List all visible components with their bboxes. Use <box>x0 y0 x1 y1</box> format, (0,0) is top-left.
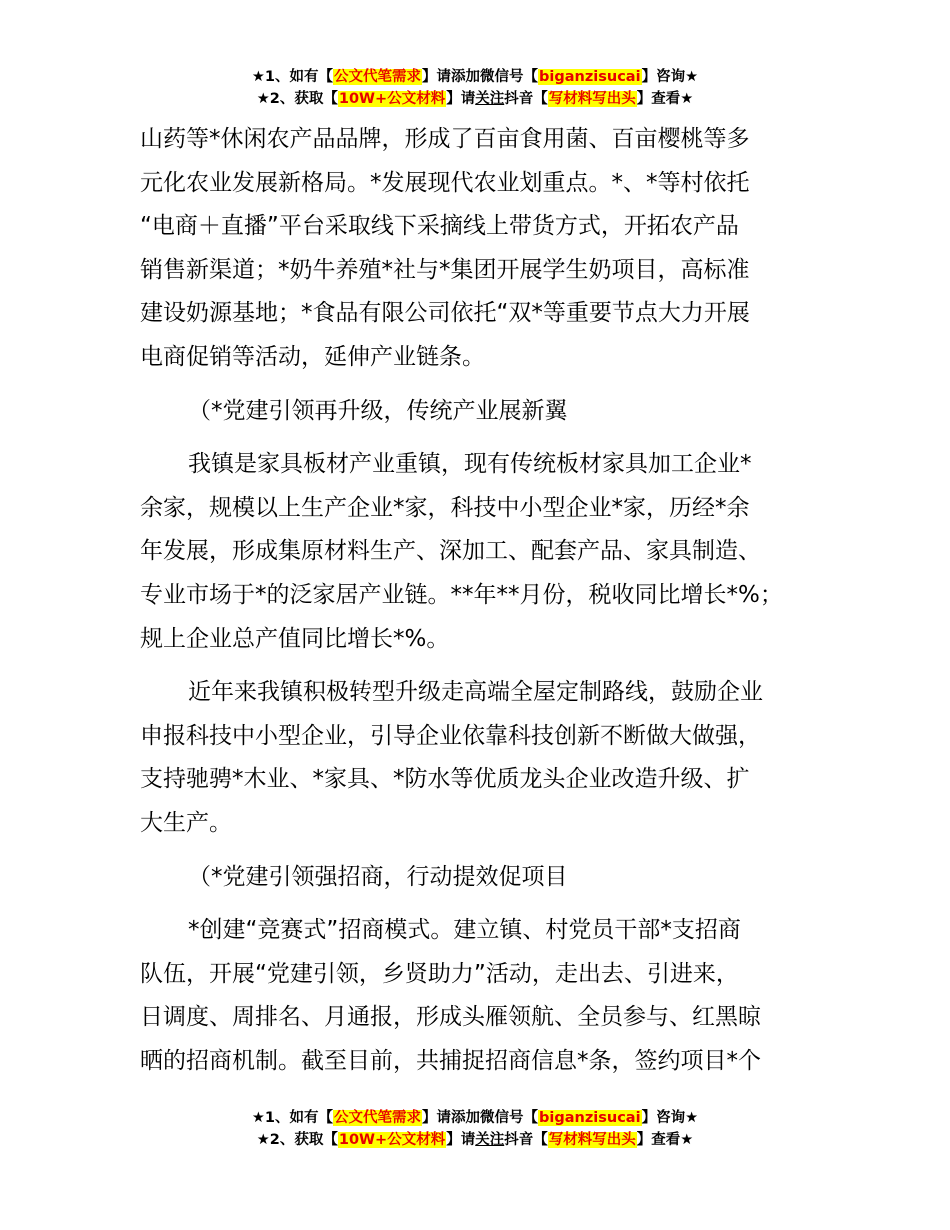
paragraph-investment <box>140 909 840 1083</box>
paragraph-line: 我镇是家具板材产业重镇，现有传统板材家具加工企业* <box>188 451 752 478</box>
footer-line-1 <box>0 1107 950 1129</box>
footer-highlight-materials: 10W+公文材料 <box>338 1132 446 1148</box>
footer-highlight-wechat-id: biganzisucai <box>539 1110 641 1126</box>
paragraph-line: *创建“竞赛式”招商模式。建立镇、村党员干部*支招商 <box>188 917 741 944</box>
paragraph-furniture-industry <box>140 443 840 661</box>
header-line-1-suffix: 】咨询★ <box>641 69 699 85</box>
header-line-1 <box>0 66 950 88</box>
paragraph-line: 大生产。 <box>140 809 232 836</box>
paragraph-line: 电商促销等活动，延伸产业链条。 <box>140 343 485 370</box>
header-line-2-middle-2: 抖音【 <box>504 91 548 107</box>
paragraph-line: 山药等*休闲农产品品牌，形成了百亩食用菌、百亩樱桃等多 <box>140 126 750 152</box>
footer-line-2-prefix: ★2、获取【 <box>256 1132 338 1148</box>
paragraph-line: 销售新渠道；*奶牛养殖*社与*集团开展学生奶项目，高标准 <box>140 256 750 283</box>
footer-line-2-suffix: 】查看★ <box>636 1132 694 1148</box>
paragraph-line: 日调度、周排名、月通报，形成头雁领航、全员参与、红黑晾 <box>140 1004 761 1031</box>
section-heading-traditional-industry: （*党建引领再升级，传统产业展新翼 <box>188 397 568 424</box>
paragraph-line: 规上企业总产值同比增长*%。 <box>140 625 450 652</box>
footer-line-1-middle: 】请添加微信号【 <box>422 1110 539 1126</box>
header-line-2 <box>0 88 950 110</box>
paragraph-line: 元化农业发展新格局。*发展现代农业划重点。*、*等村依托 <box>140 169 750 196</box>
header-highlight-douyin: 写材料写出头 <box>548 91 636 107</box>
header-line-2-middle-1: 】请 <box>446 91 476 107</box>
paragraph-line: 建设奶源基地；*食品有限公司依托“双*等重要节点大力开展 <box>140 300 750 327</box>
footer-follow-text: 关注 <box>475 1132 505 1148</box>
paragraph-line: 余家，规模以上生产企业*家，科技中小型企业*家，历经*余 <box>140 494 750 521</box>
footer-line-2-middle-1: 】请 <box>446 1132 476 1148</box>
footer-line-1-prefix: ★1、如有【 <box>251 1110 334 1126</box>
paragraph-line: 支持驰骋*木业、*家具、*防水等优质龙头企业改造升级、扩 <box>140 766 750 793</box>
document-body <box>140 118 840 1093</box>
footer-banner <box>0 1107 950 1151</box>
paragraph-line: 晒的招商机制。截至目前，共捕捉招商信息*条，签约项目*个 <box>140 1047 761 1074</box>
paragraph-line: “电商＋直播”平台采取线下采摘线上带货方式，开拓农产品 <box>140 213 739 240</box>
footer-line-1-suffix: 】咨询★ <box>641 1110 699 1126</box>
paragraph-line: 队伍，开展“党建引领，乡贤助力”活动，走出去、引进来， <box>140 960 739 987</box>
header-line-1-middle: 】请添加微信号【 <box>422 69 539 85</box>
header-line-2-suffix: 】查看★ <box>636 91 694 107</box>
section-heading-investment: （*党建引领强招商，行动提效促项目 <box>188 863 568 890</box>
paragraph-agriculture <box>140 118 840 380</box>
footer-highlight-service: 公文代笔需求 <box>334 1110 422 1126</box>
header-banner <box>0 66 950 110</box>
header-highlight-service: 公文代笔需求 <box>334 69 422 85</box>
paragraph-line: 申报科技中小型企业，引导企业依靠科技创新不断做大做强， <box>140 722 761 749</box>
header-follow-text: 关注 <box>475 91 505 107</box>
header-highlight-materials: 10W+公文材料 <box>338 91 446 107</box>
paragraph-line: 专业市场于*的泛家居产业链。**年**月份，税收同比增长*%； <box>140 581 783 608</box>
paragraph-upgrade <box>140 671 840 845</box>
paragraph-line: 近年来我镇积极转型升级走高端全屋定制路线，鼓励企业 <box>188 679 763 706</box>
footer-highlight-douyin: 写材料写出头 <box>548 1132 636 1148</box>
footer-line-2-middle-2: 抖音【 <box>504 1132 548 1148</box>
header-highlight-wechat-id: biganzisucai <box>539 69 641 85</box>
paragraph-line: 年发展，形成集原材料生产、深加工、配套产品、家具制造、 <box>140 538 761 565</box>
header-line-1-prefix: ★1、如有【 <box>251 69 334 85</box>
footer-line-2 <box>0 1129 950 1151</box>
header-line-2-prefix: ★2、获取【 <box>256 91 338 107</box>
